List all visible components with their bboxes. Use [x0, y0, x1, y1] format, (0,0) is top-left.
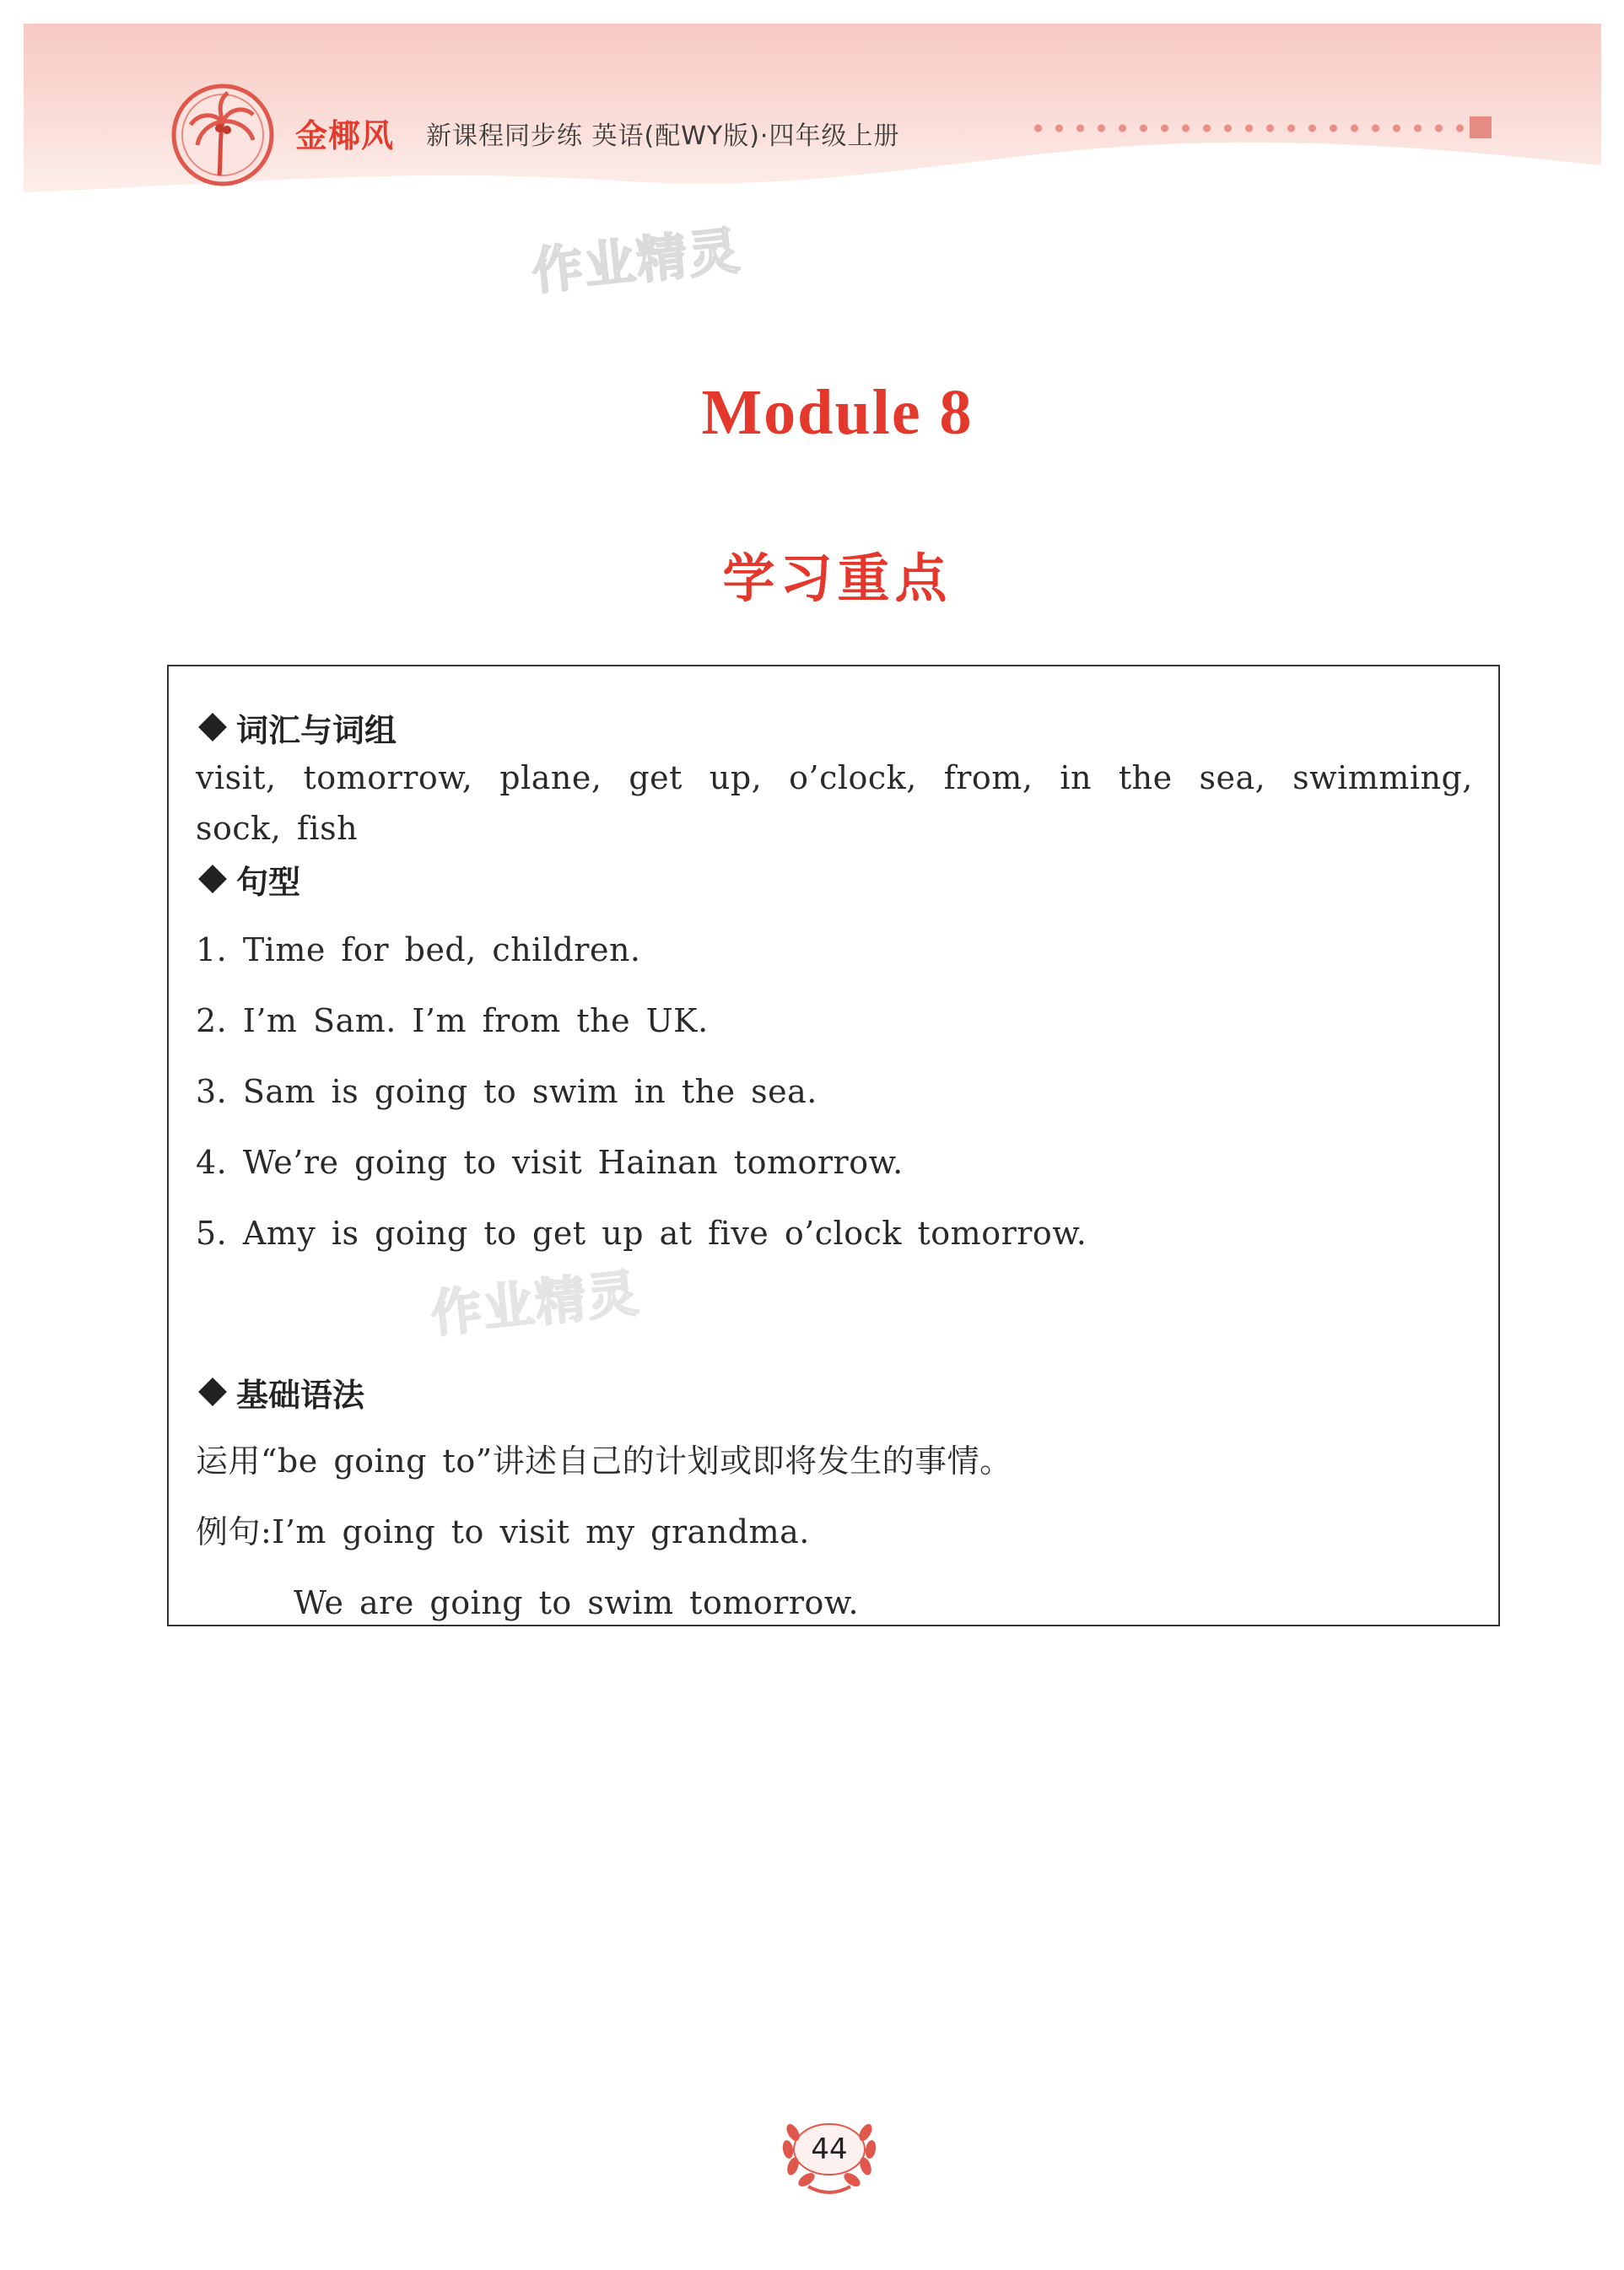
sentence-item: 4. We’re going to visit Hainan tomorrow.: [196, 1144, 904, 1181]
vocab-line: sock, fish: [196, 810, 359, 847]
sentence-item: 1. Time for bed, children.: [196, 931, 641, 968]
key-points-box: [167, 665, 1500, 1626]
sentences-heading: 句型: [196, 854, 1473, 904]
watermark: 作业精灵: [529, 221, 744, 302]
sentence-item: 3. Sam is going to swim in the sea.: [196, 1073, 817, 1110]
vocab-heading: 词汇与词组: [196, 702, 1473, 752]
vocab-word: visit,: [196, 759, 277, 796]
vocab-word: get: [629, 759, 683, 796]
vocab-word: in: [1060, 759, 1092, 796]
sentences-section: [196, 854, 1473, 1259]
grammar-heading: 基础语法: [196, 1367, 1473, 1417]
vocab-line: [196, 752, 1473, 803]
palm-tree-logo-icon: [169, 81, 277, 189]
grammar-example: 例句:I’m going to visit my grandma.: [196, 1513, 810, 1550]
page-number: 44: [811, 2133, 848, 2166]
sentence-item: 5. Amy is going to get up at five o’clock tomorrow.: [196, 1215, 1087, 1252]
vocab-word: sea,: [1199, 759, 1266, 796]
vocab-word: the: [1118, 759, 1173, 796]
grammar-section: [196, 1367, 1473, 1628]
vocab-word: o’clock,: [789, 759, 917, 796]
vocab-word: from,: [943, 759, 1033, 796]
diamond-bullet-icon: [198, 865, 227, 893]
vocab-word: plane,: [499, 759, 602, 796]
diamond-bullet-icon: [198, 713, 227, 741]
grammar-example: We are going to swim tomorrow.: [294, 1584, 860, 1621]
vocab-section: [196, 702, 1473, 854]
sentence-item: 2. I’m Sam. I’m from the UK.: [196, 1002, 709, 1039]
watermark: 作业精灵: [428, 1264, 643, 1345]
diamond-bullet-icon: [198, 1378, 227, 1406]
page-number-badge: [774, 2107, 884, 2200]
page-title: Module 8: [701, 377, 974, 448]
brand-name: 金椰风: [295, 117, 395, 154]
grammar-rule: 运用“be going to”讲述自己的计划或即将发生的事情。: [196, 1442, 1012, 1480]
vocab-word: up,: [709, 759, 763, 796]
vocab-word: tomorrow,: [303, 759, 473, 796]
series-title: 新课程同步练 英语(配WY版)·四年级上册: [426, 121, 900, 151]
section-title: 学习重点: [722, 547, 952, 609]
header-dots: [1028, 123, 1466, 133]
header-square: [1470, 116, 1492, 138]
vocab-word: swimming,: [1292, 759, 1473, 796]
